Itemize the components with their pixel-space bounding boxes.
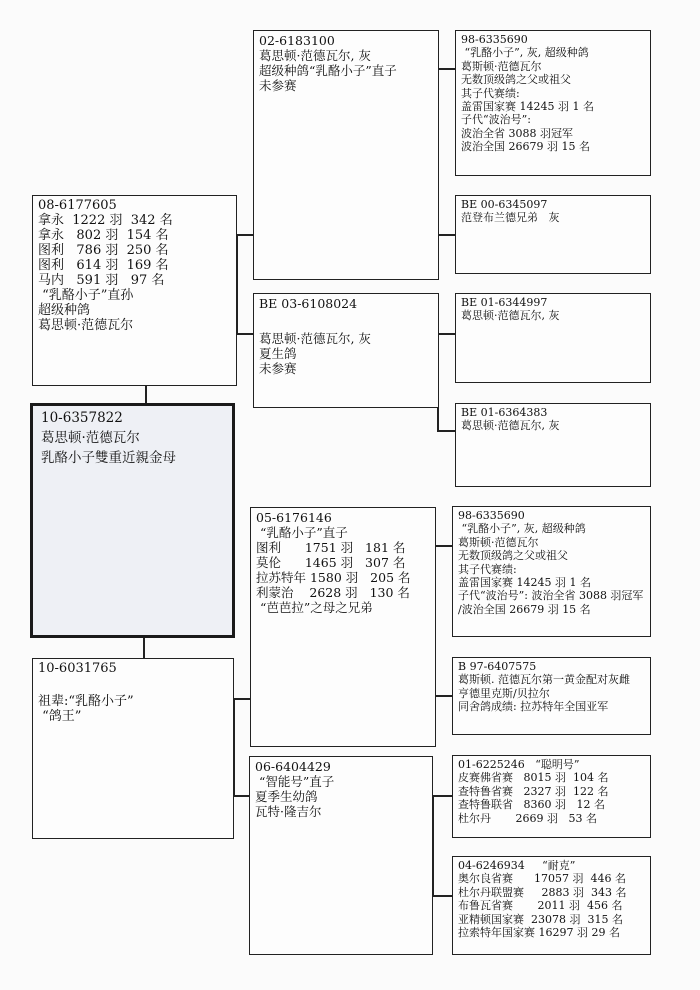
pedigree-card-dam[interactable] — [32, 658, 234, 839]
card-line: 未参赛 — [259, 78, 297, 93]
card-line: 拉苏特年 1580 羽 205 名 — [256, 570, 411, 585]
connector-ds-to-g3-5 — [434, 695, 452, 697]
card-line: 亚精顿国家赛 23078 羽 315 名 — [458, 912, 623, 926]
ring-number: 02-6183100 — [259, 33, 335, 48]
connector-sd-to-g3-3 — [437, 430, 455, 432]
pedigree-card-sire-sire[interactable] — [253, 30, 439, 280]
ring-number: BE 00-6345097 — [461, 198, 548, 211]
ring-number: 05-6176146 — [256, 510, 332, 525]
card-line: 莫伦 1465 羽 307 名 — [256, 555, 406, 570]
card-line: 葛思顿·范德瓦尔, 灰 — [461, 309, 560, 323]
ring-number: 04-6246934 “耐克” — [458, 859, 576, 872]
connector-ds-to-g3-4 — [434, 545, 452, 547]
card-line: 利蒙治 2628 羽 130 名 — [256, 585, 410, 600]
ring-number: 98-6335690 — [458, 509, 525, 522]
card-line: 其子代赛绩: — [461, 86, 520, 100]
connector-dam-to-dam-dam — [233, 795, 250, 797]
connector-sire-to-sire-dam — [236, 333, 253, 335]
card-line: 范登布兰德兄弟 灰 — [461, 211, 560, 225]
pedigree-card-sire-dam[interactable] — [253, 293, 439, 408]
card-line: “芭芭拉”之母之兄弟 — [256, 600, 373, 615]
card-line: “智能号”直子 — [255, 774, 335, 789]
card-line: 超级种鸽 — [38, 303, 91, 318]
pedigree-card-gen3-2[interactable] — [455, 293, 651, 383]
connector-dd-to-g3-7 — [432, 895, 452, 897]
card-line: “乳酪小子”, 灰, 超级种鸽 — [461, 46, 589, 60]
card-line: 葛思顿·范德瓦尔, 灰 — [461, 419, 560, 433]
pedigree-card-gen3-0[interactable] — [455, 30, 651, 176]
connector-subject-dam — [143, 637, 145, 658]
card-line: 杜尔丹联盟赛 2883 羽 343 名 — [458, 885, 627, 899]
pedigree-card-sire[interactable] — [32, 195, 237, 386]
connector-dam-to-dam-sire — [233, 698, 250, 700]
card-line: 无数顶级鸽之父或祖父 — [458, 549, 568, 563]
card-line: “乳酪小子”直子 — [256, 525, 348, 540]
card-line: 皮赛佛省赛 8015 羽 104 名 — [458, 771, 609, 785]
card-line: 同舍鸽成绩: 拉苏特年全国亚军 — [458, 700, 609, 714]
card-line: “鸽王” — [38, 709, 82, 724]
ring-number: BE 01-6344997 — [461, 296, 548, 309]
card-line: 祖辈:“乳酪小子” — [38, 694, 134, 709]
ring-number: 10-6031765 — [38, 661, 117, 676]
card-line: 其子代赛绩: — [458, 562, 517, 576]
card-line: 瓦特·隆吉尔 — [255, 804, 322, 819]
card-line: “乳酪小子”直孙 — [38, 288, 134, 303]
connector-sd-to-g3-2 — [437, 333, 455, 335]
card-line: 葛思顿·范德瓦尔, 灰 — [259, 331, 371, 346]
pedigree-card-gen3-4[interactable] — [452, 506, 651, 637]
card-line: 盖雷国家赛 14245 羽 1 名 — [461, 100, 594, 114]
card-line: 夏季生幼鸽 — [255, 789, 318, 804]
card-line: 子代“波治号”: — [461, 113, 531, 127]
ring-number: B 97-6407575 — [458, 660, 537, 673]
card-line: 马内 591 羽 97 名 — [38, 273, 165, 288]
connector-sire-subject — [145, 385, 147, 405]
card-line: 夏生鸽 — [259, 346, 297, 361]
card-line: 未参赛 — [259, 361, 297, 376]
card-line: 图利 786 羽 250 名 — [38, 243, 169, 258]
ring-number: BE 01-6364383 — [461, 406, 548, 419]
pedigree-card-gen3-7[interactable] — [452, 856, 651, 955]
pedigree-card-dam-sire[interactable] — [250, 507, 436, 747]
pedigree-card-gen3-6[interactable] — [452, 755, 651, 838]
card-line: 乳酪小子雙重近親金母 — [41, 450, 176, 466]
card-line: 葛思顿·范德瓦尔, 灰 — [259, 48, 371, 63]
card-line: 波治全省 3088 羽冠军 — [461, 126, 573, 140]
card-line: 盖雷国家赛 14245 羽 1 名 — [458, 576, 591, 590]
connector-sire-to-sire-sire — [236, 234, 253, 236]
card-line: /波治全国 26679 羽 15 名 — [458, 602, 591, 616]
card-line: 葛思顿·范德瓦尔 — [38, 318, 134, 333]
card-line: 葛思顿·范德瓦尔 — [41, 430, 140, 446]
ring-number: 01-6225246 “聪明号” — [458, 758, 580, 771]
card-line — [38, 676, 228, 694]
card-line: 葛斯顿·范德瓦尔 — [458, 535, 539, 549]
pedigree-card-subject[interactable] — [30, 403, 235, 638]
card-line — [259, 311, 433, 331]
card-line: 波治全国 26679 羽 15 名 — [461, 140, 590, 154]
card-line: 图利 614 羽 169 名 — [38, 258, 169, 273]
card-line: 奥尔良省赛 17057 羽 446 名 — [458, 872, 626, 886]
ring-number: 98-6335690 — [461, 33, 528, 46]
connector-ss-to-g3-0 — [437, 68, 455, 70]
card-line: 杜尔丹 2669 羽 53 名 — [458, 811, 597, 825]
card-line: 无数顶级鸽之父或祖父 — [461, 73, 571, 87]
ring-number: 10-6357822 — [41, 410, 123, 426]
card-line: 查特鲁省赛 2327 羽 122 名 — [458, 784, 609, 798]
card-line: 拿永 1222 羽 342 名 — [38, 213, 173, 228]
pedigree-card-gen3-5[interactable] — [452, 657, 651, 735]
ring-number: 08-6177605 — [38, 198, 117, 213]
card-line: 图利 1751 羽 181 名 — [256, 540, 406, 555]
ring-number: 06-6404429 — [255, 759, 331, 774]
card-line: 查特鲁联省 8360 羽 12 名 — [458, 798, 605, 812]
card-line: 超级种鸽“乳酪小子”直子 — [259, 63, 397, 78]
card-line: 布鲁瓦省赛 2011 羽 456 名 — [458, 899, 623, 913]
card-line: 子代“波治号”: 波治全省 3088 羽冠军 — [458, 589, 644, 603]
card-line: 葛斯顿·范德瓦尔 — [461, 59, 542, 73]
card-line: 拉索特年国家赛 16297 羽 29 名 — [458, 926, 620, 940]
pedigree-card-gen3-1[interactable] — [455, 195, 651, 274]
card-line: 拿永 802 羽 154 名 — [38, 228, 169, 243]
connector-dd-to-g3-6 — [432, 795, 452, 797]
ring-number: BE 03-6108024 — [259, 296, 358, 311]
pedigree-card-gen3-3[interactable] — [455, 403, 651, 487]
card-line: 亨德里克斯/贝拉尔 — [458, 686, 550, 700]
pedigree-card-dam-dam[interactable] — [249, 756, 433, 955]
connector-ss-to-g3-1 — [437, 234, 455, 236]
card-line: “乳酪小子”, 灰, 超级种鸽 — [458, 522, 586, 536]
card-line: 葛斯顿. 范德瓦尔第一黄金配对灰雌 — [458, 673, 630, 687]
